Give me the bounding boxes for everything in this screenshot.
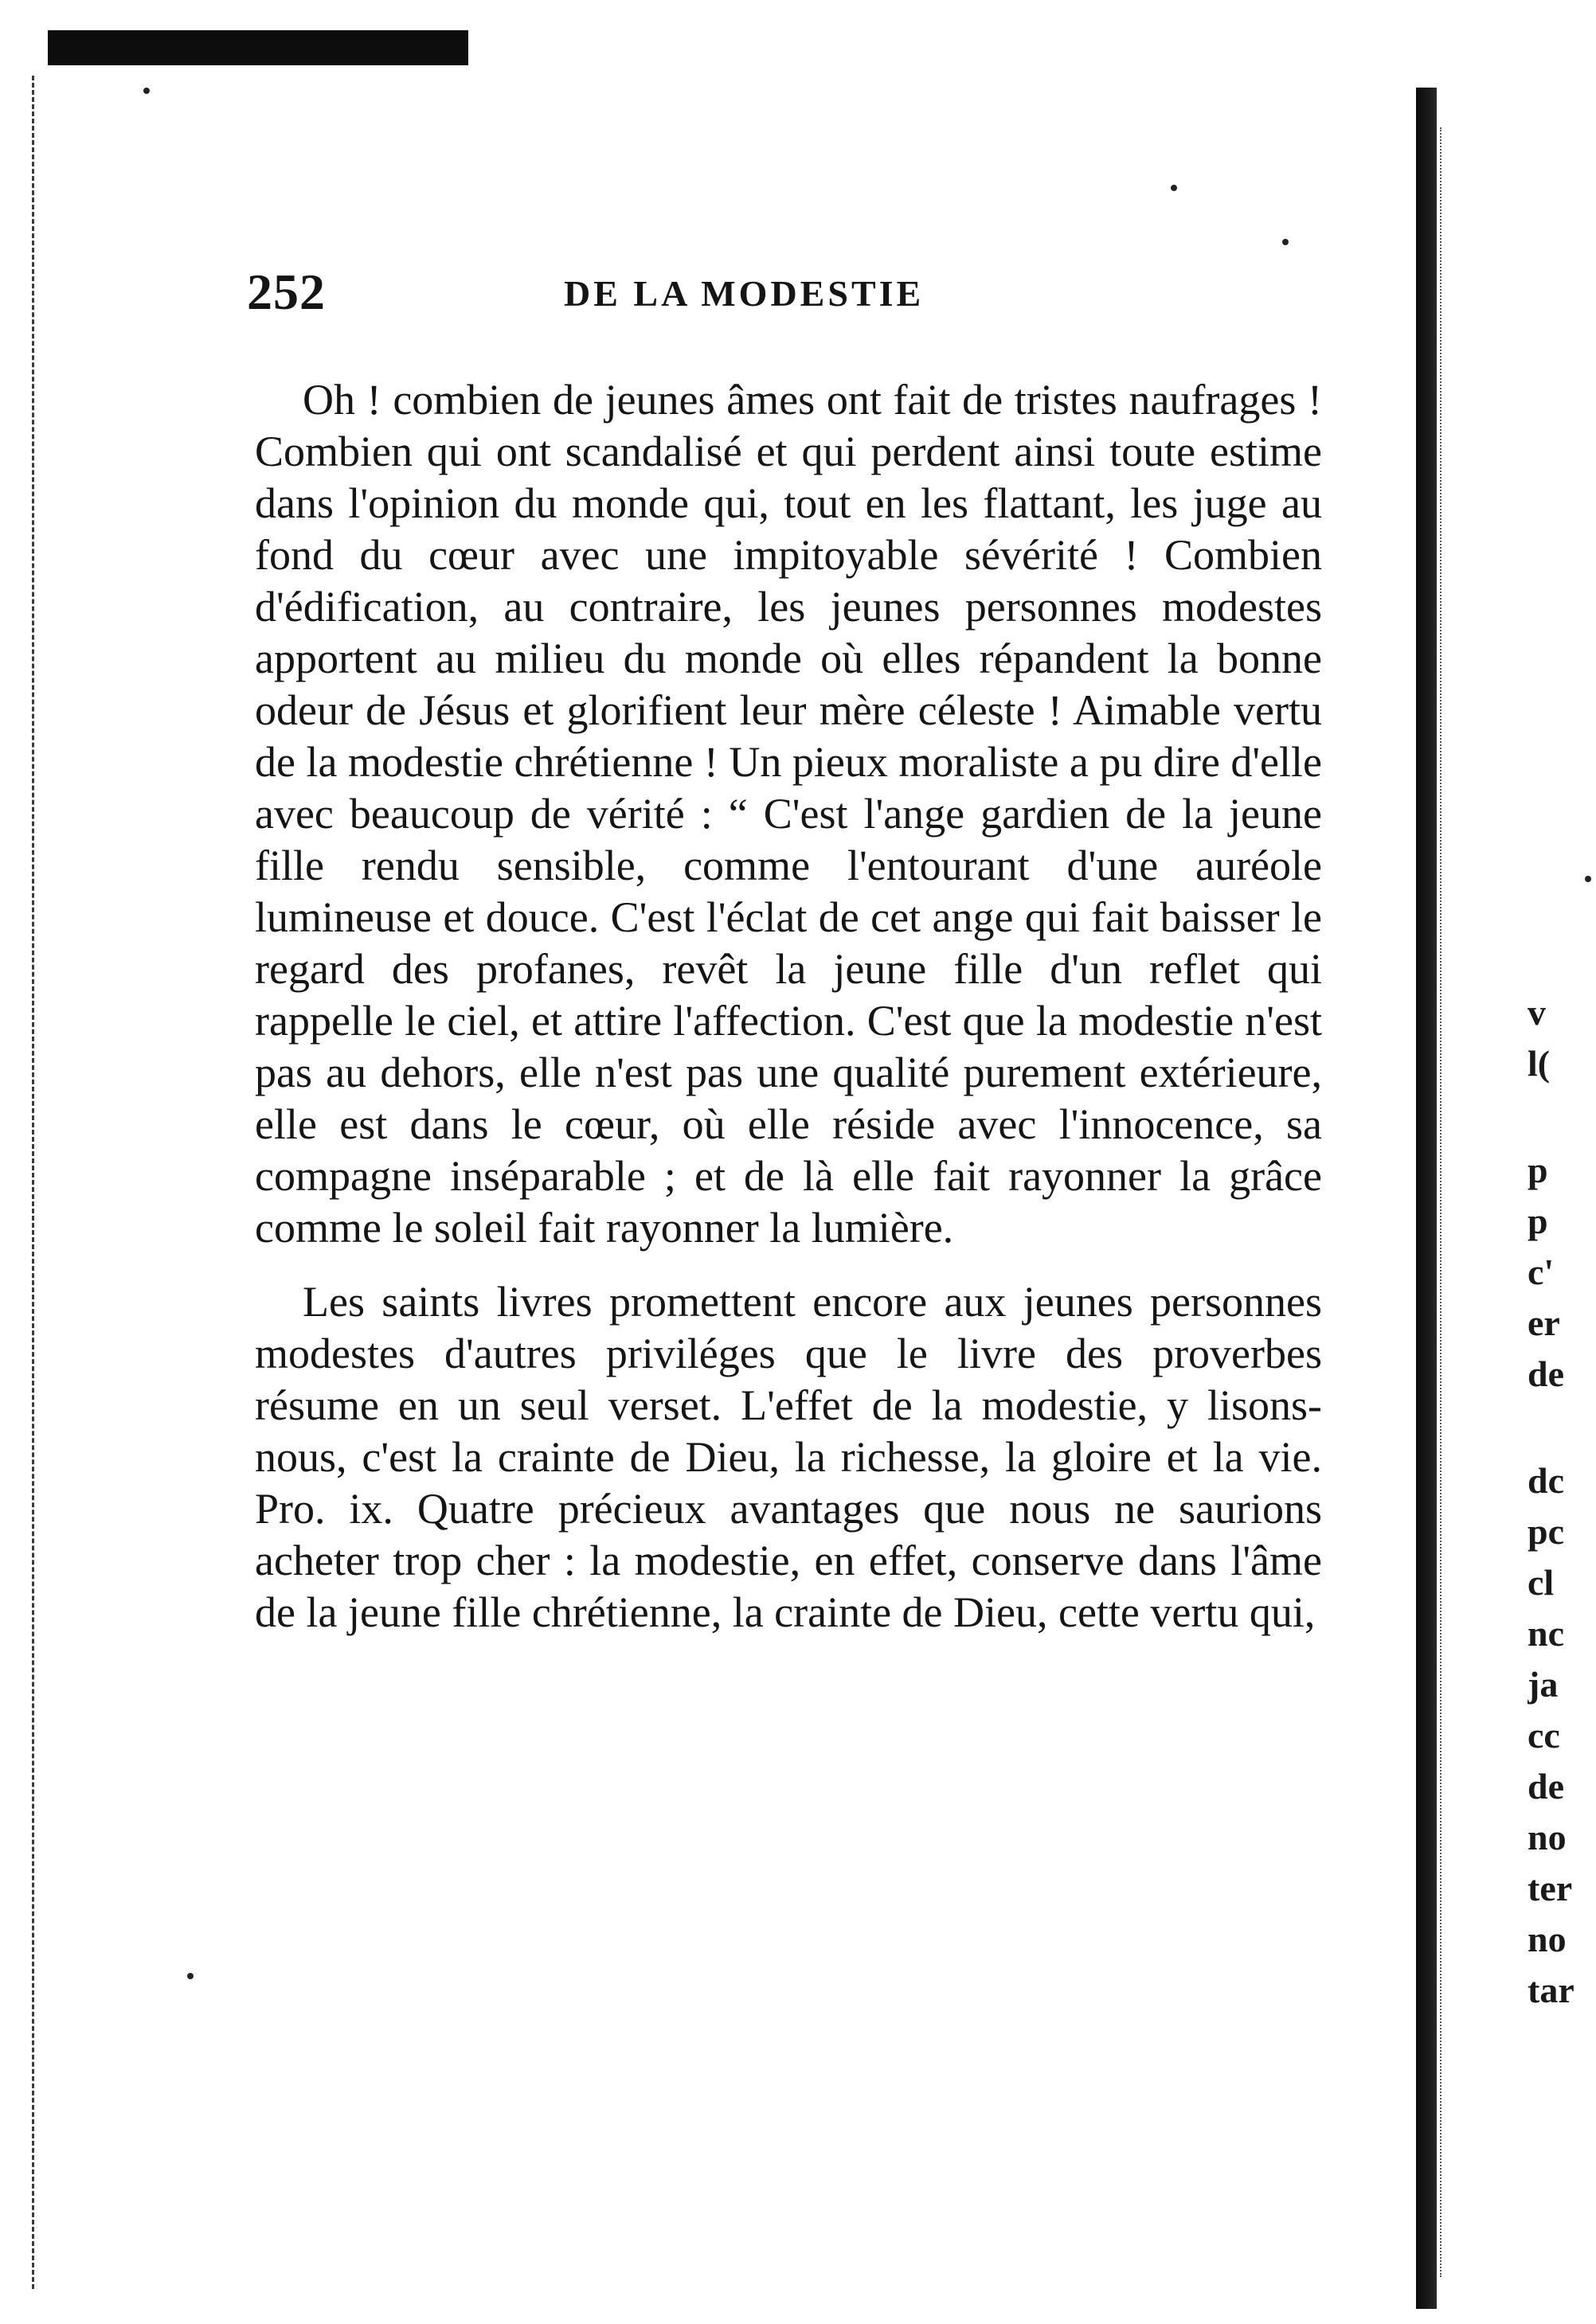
fragment-line: v [1528,992,1546,1033]
fragment-line [1528,1089,1596,1145]
fragment-line: nc [1528,1613,1564,1654]
fragment-line: p [1528,1150,1548,1190]
fragment-line: no [1528,1919,1567,1959]
fragment-line: pc [1528,1511,1564,1552]
scan-speck [187,1973,194,1979]
fragment-line: tar [1528,1970,1574,2010]
fragment-line: cl [1528,1562,1555,1603]
paragraph: Oh ! combien de jeunes âmes ont fait de tristes naufrages ! Combien qui ont scandalisé et qui perdent ainsi toute estime dans l'opinion du monde qui, tout en les flattant, les juge au fond du cœur avec une impitoyable sévérité ! Combien d'édification, au contraire, les jeunes personnes modestes apportent au milieu du monde où elles répandent la bonne odeur de Jésus et glorifient leur mère céleste ! Aimable vertu de la modestie chrétienne ! Un pieux moraliste a pu dire d'elle avec beaucoup de vérité : “ C'est l'ange gardien de la jeune fille rendu sensible, comme l'entourant d'une auréole lumineuse et douce. C'est l'éclat de cet ange qui fait baisser le regard des profanes, revêt la jeune fille d'un reflet qui rappelle le ciel, et attire l'affection. C'est que la modestie n'est pas au dehors, elle n'est pas une qualité purement extérieure, elle est dans le cœur, où elle réside avec l'innocence, sa compagne inséparable ; et de là elle fait rayonner la grâce comme le soleil fait rayonner la lumière. [255,376,1322,1252]
scan-border-right [1416,88,1437,2309]
body-text [255,374,1322,1639]
fragment-line: er [1528,1303,1560,1343]
scan-speck [1585,876,1591,882]
fragment-line: l( [1528,1043,1551,1084]
fragment-line [1528,1400,1596,1455]
fragment-line: de [1528,1353,1564,1394]
fragment-line: ter [1528,1868,1573,1908]
page-header [247,263,1314,326]
fragment-line: dc [1528,1460,1564,1501]
fragment-line: de [1528,1766,1564,1806]
scan-speck [1171,185,1177,191]
fragment-line: no [1528,1817,1567,1857]
fragment-line: c' [1528,1252,1555,1292]
scan-speck [143,88,150,94]
scan-border-left [32,76,34,2289]
fragment-line: ja [1528,1664,1559,1705]
scan-border-top [48,30,468,65]
page-number: 252 [247,264,326,320]
scan-speck [1282,239,1289,245]
fragment-line: cc [1528,1715,1560,1756]
adjacent-page-fragments [1528,987,1596,2016]
fragment-line: p [1528,1201,1548,1241]
running-head: DE LA MODESTIE [564,273,925,314]
scan-gutter-line [1440,127,1441,2277]
paragraph: Les saints livres promettent encore aux jeunes personnes modestes d'autres priviléges que le livre des proverbes résume en un seul verset. L'effet de la modestie, y lisons-nous, c'est la crainte de Dieu, la richesse, la gloire et la vie. Pro. ix. Quatre précieux avantages que nous ne saurions acheter trop cher : la modestie, en effet, conserve dans l'âme de la jeune fille chrétienne, la crainte de Dieu, cette vertu qui, [255,1278,1322,1636]
